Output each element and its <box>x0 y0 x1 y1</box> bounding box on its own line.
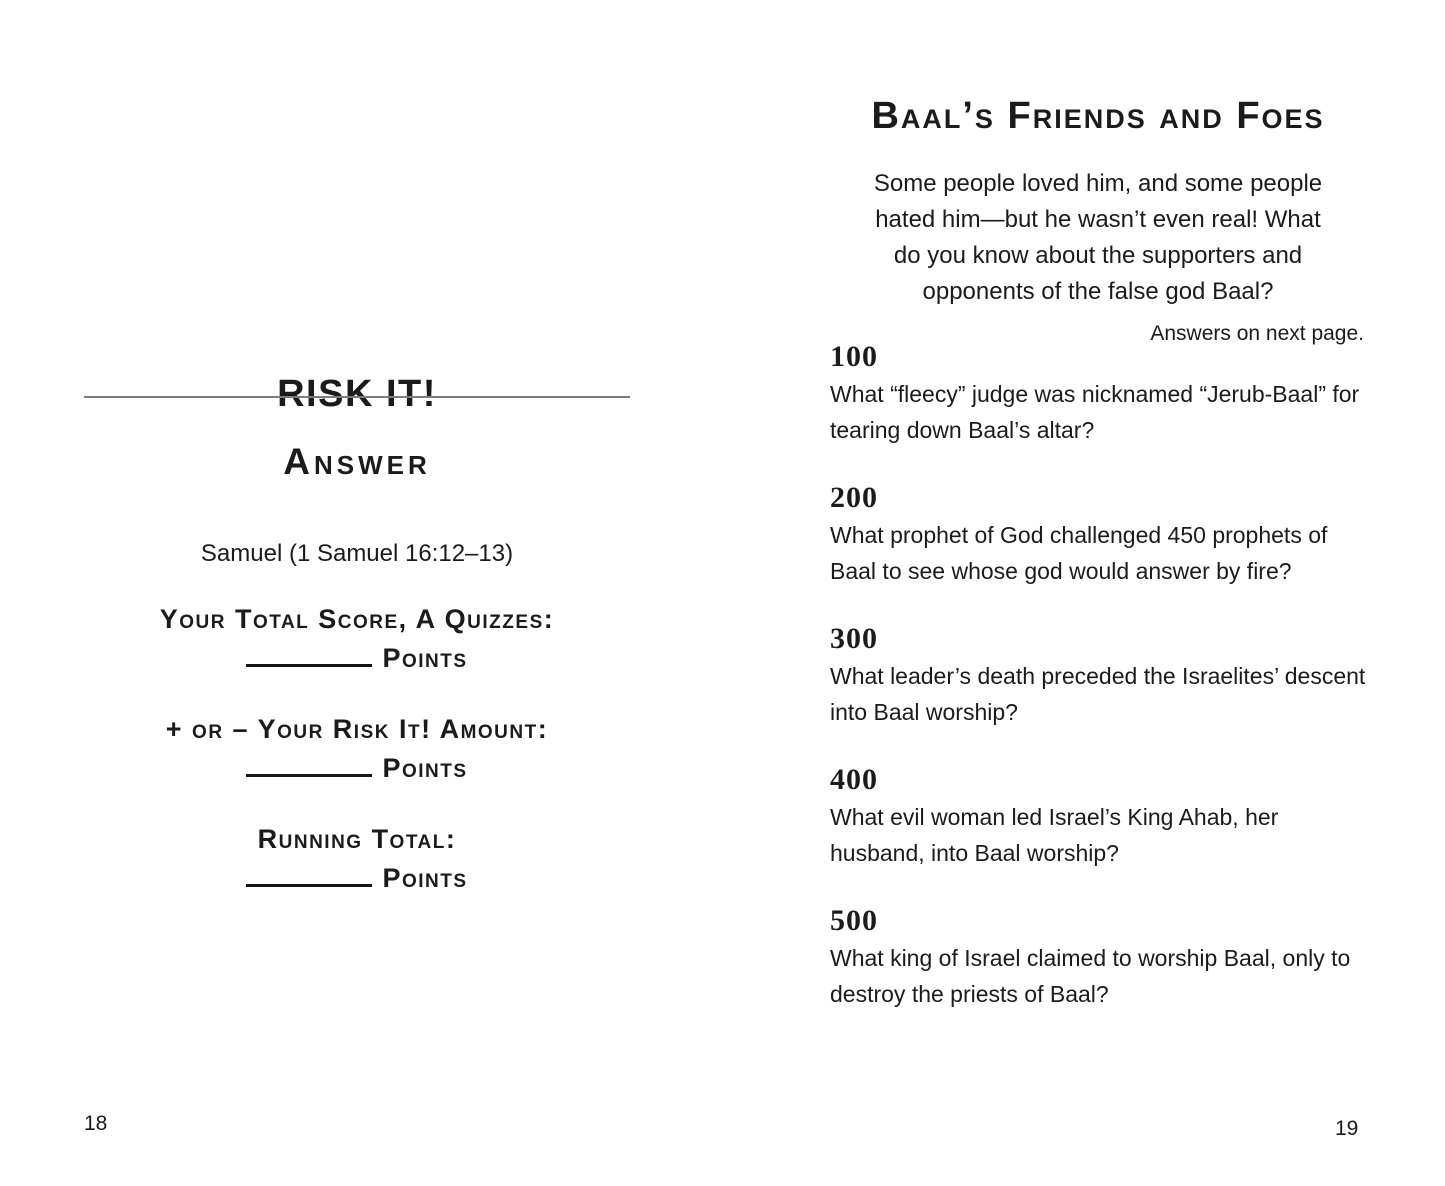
question-200 <box>830 479 1366 589</box>
points-blank-line <box>246 862 372 887</box>
right-page <box>830 0 1366 1186</box>
score-block-risk-amount <box>84 712 630 785</box>
score-section <box>84 602 630 932</box>
question-text: What leader’s death preceded the Israelites’ descent into Baal worship? <box>830 663 1366 725</box>
points-row <box>84 861 630 895</box>
points-label: Points <box>382 643 468 673</box>
question-points: 500 <box>830 904 878 937</box>
points-row <box>84 641 630 675</box>
question-points: 200 <box>830 481 878 514</box>
question-400 <box>830 761 1366 871</box>
score-block-running-total <box>84 822 630 895</box>
question-100 <box>830 338 1366 448</box>
points-blank-line <box>246 642 372 667</box>
page-number-right: 19 <box>1335 1117 1359 1140</box>
question-500 <box>830 902 1366 1012</box>
question-text: What king of Israel claimed to worship Baal, only to destroy the priests of Baal? <box>830 945 1351 1007</box>
points-blank-line <box>246 752 372 777</box>
score-label: Running Total: <box>257 824 457 854</box>
points-label: Points <box>382 753 468 783</box>
question-text: What “fleecy” judge was nicknamed “Jerub-Baal” for tearing down Baal’s altar? <box>830 381 1360 443</box>
question-points: 300 <box>830 622 878 655</box>
question-text: What evil woman led Israel’s King Ahab, her husband, into Baal worship? <box>830 804 1279 866</box>
answers-note: Answers on next page. <box>1150 322 1364 345</box>
title-divider-rule <box>84 396 630 398</box>
page-number-left: 18 <box>84 1112 108 1135</box>
question-300 <box>830 620 1366 730</box>
points-label: Points <box>382 863 468 893</box>
score-label: Your Total Score, A Quizzes: <box>159 604 555 634</box>
answer-heading: Answer <box>283 440 431 482</box>
question-points: 400 <box>830 763 878 796</box>
left-page <box>84 0 630 1186</box>
question-list <box>830 338 1366 1043</box>
quiz-title: Baal’s Friends and Foes <box>871 95 1325 138</box>
question-text: What prophet of God challenged 450 prophets of Baal to see whose god would answer by fire? <box>830 522 1328 584</box>
score-block-total <box>84 602 630 675</box>
quiz-intro: Some people loved him, and some people hated him—but he wasn’t even real! What do you know about the supporters and opponents of the false god Baal? <box>873 170 1323 305</box>
score-label: + or – Your Risk It! Amount: <box>165 714 549 744</box>
points-row <box>84 751 630 785</box>
question-points: 100 <box>830 340 878 373</box>
answer-text: Samuel (1 Samuel 16:12–13) <box>200 540 514 567</box>
risk-it-title: RISK IT! <box>277 373 437 416</box>
